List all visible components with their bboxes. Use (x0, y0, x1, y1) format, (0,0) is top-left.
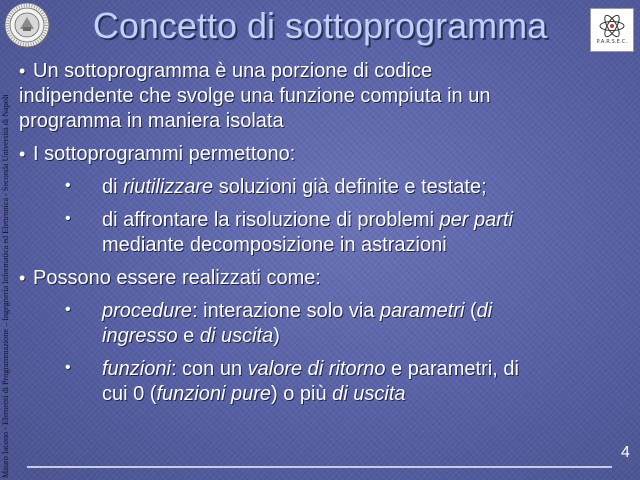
bullet-3-text: Possono essere realizzati come: (33, 267, 321, 289)
parsec-logo (590, 8, 634, 52)
footer-divider (27, 466, 612, 468)
sub-bullet-3b: • funzioni: con un valore di ritorno e parametri, di (19, 357, 619, 382)
bullet-2 (19, 142, 619, 167)
sub-bullet-3b-line-2: cui 0 (funzioni pure) o più di uscita (102, 383, 406, 405)
bullet-1-line-1 (19, 59, 619, 84)
bullet-icon: • (19, 144, 26, 164)
page-number: 4 (621, 444, 630, 461)
sub-bullet-icon: • (65, 210, 71, 227)
vertical-footer-text: Mauro Iacono - Elementi di Programmazione – Ingegneria Informatica ed Elettronica - Seconda Università di Napoli (1, 94, 10, 478)
bullet-icon: • (19, 268, 26, 288)
sub-bullet-icon: • (65, 177, 71, 194)
bullet-icon: • (19, 61, 26, 81)
bullet-1-line-3: programma in maniera isolata (19, 110, 284, 132)
sub-bullet-3a: • procedure: interazione solo via parametri (di (19, 299, 619, 324)
sub-bullet-icon: • (65, 359, 71, 376)
slide-title: Concetto di sottoprogramma (92, 5, 548, 46)
sub-bullet-2a: • di riutilizzare soluzioni già definite e testate; (19, 175, 619, 200)
sub-bullet-2b: • di affrontare la risoluzione di problemi per parti (19, 208, 619, 233)
sub-bullet-icon: • (65, 301, 71, 318)
slide-body (19, 59, 619, 407)
sub-bullet-3a-line-2: ingresso e di uscita) (102, 325, 280, 347)
bullet-1-line-2: indipendente che svolge una funzione compiuta in un (19, 85, 491, 107)
bullet-3 (19, 266, 619, 291)
sub-bullet-2b-line-2: mediante decomposizione in astrazioni (102, 234, 447, 256)
bullet-2-text: I sottoprogrammi permettono: (33, 143, 296, 165)
atom-icon (591, 11, 633, 41)
bullet-1-text: Un sottoprogramma è una porzione di codice (33, 60, 433, 82)
university-seal-logo (4, 2, 50, 48)
parsec-logo-text: P.A.R.S.E.C. (596, 39, 628, 45)
